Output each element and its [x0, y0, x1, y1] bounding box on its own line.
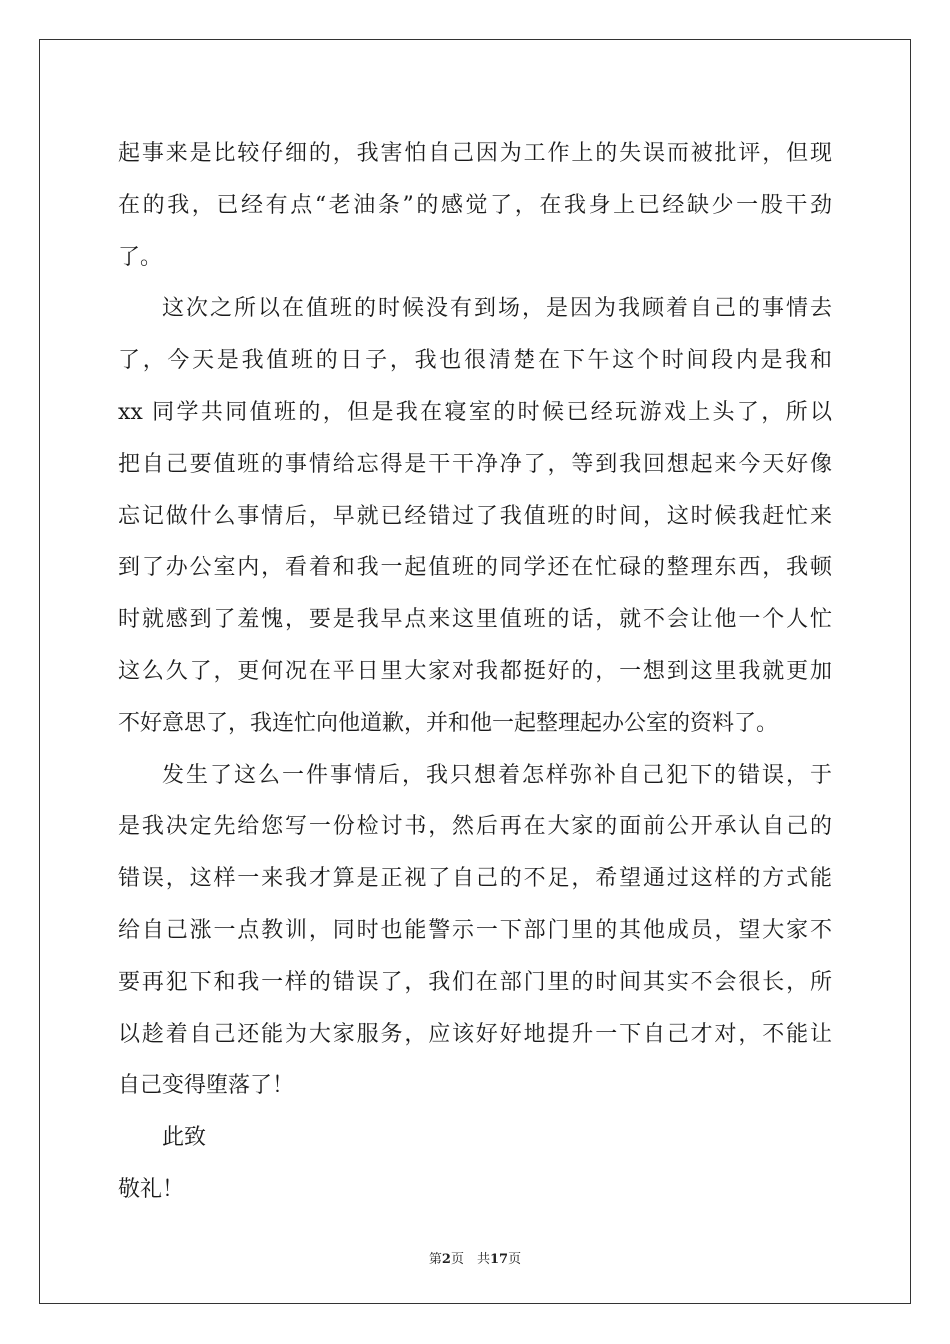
text-line: 要再犯下和我一样的错误了，我们在部门里的时间其实不会很长，所 [118, 969, 832, 995]
text-line: 时就感到了羞愧，要是我早点来这里值班的话，就不会让他一个人忙 [118, 607, 832, 633]
text-line: 敬礼！ [118, 1176, 185, 1202]
footer-suffix: 页 [508, 1252, 522, 1267]
footer-total-pages: 17 [489, 1252, 509, 1267]
text-line: 是我决定先给您写一份检讨书，然后再在大家的面前公开承认自己的 [118, 814, 832, 840]
text-line: 发生了这么一件事情后，我只想着怎样弥补自己犯下的错误，于 [162, 762, 832, 788]
footer-prefix: 第 [428, 1252, 442, 1267]
footer-current-page: 2 [441, 1252, 451, 1267]
text-line: 以趁着自己还能为大家服务，应该好好地提升一下自己才对，不能让 [118, 1021, 832, 1047]
text-line: 了，今天是我值班的日子，我也很清楚在下午这个时间段内是我和 [118, 348, 832, 374]
text-line: 把自己要值班的事情给忘得是干干净净了，等到我回想起来今天好像 [118, 451, 832, 477]
document-body [118, 128, 832, 1216]
text-line: 忘记做什么事情后，早就已经错过了我值班的时间，这时候我赶忙来 [118, 503, 832, 529]
text-line: 不好意思了，我连忙向他道歉，并和他一起整理起办公室的资料了。 [118, 710, 779, 736]
text-line: 在的我，已经有点“老油条”的感觉了，在我身上已经缺少一股干劲 [118, 192, 832, 218]
text-line: 到了办公室内，看着和我一起值班的同学还在忙碌的整理东西，我顿 [118, 555, 832, 581]
text-line: 起事来是比较仔细的，我害怕自己因为工作上的失误而被批评，但现 [118, 141, 832, 166]
text-line: 这次之所以在值班的时候没有到场，是因为我顾着自己的事情去 [162, 296, 832, 322]
text-line: xx 同学共同值班的，但是我在寝室的时候已经玩游戏上头了，所以 [118, 399, 832, 425]
footer-mid: 页 共 [450, 1252, 490, 1267]
text-line: 了。 [118, 244, 163, 270]
text-line: 此致 [162, 1125, 207, 1151]
page-footer [0, 1248, 950, 1267]
text-line: 这么久了，更何况在平日里大家对我都挺好的，一想到这里我就更加 [118, 658, 832, 684]
text-line: 错误，这样一来我才算是正视了自己的不足，希望通过这样的方式能 [118, 866, 832, 892]
text-line: 自己变得堕落了！ [118, 1073, 295, 1099]
text-line: 给自己涨一点教训，同时也能警示一下部门里的其他成员，望大家不 [118, 917, 832, 943]
